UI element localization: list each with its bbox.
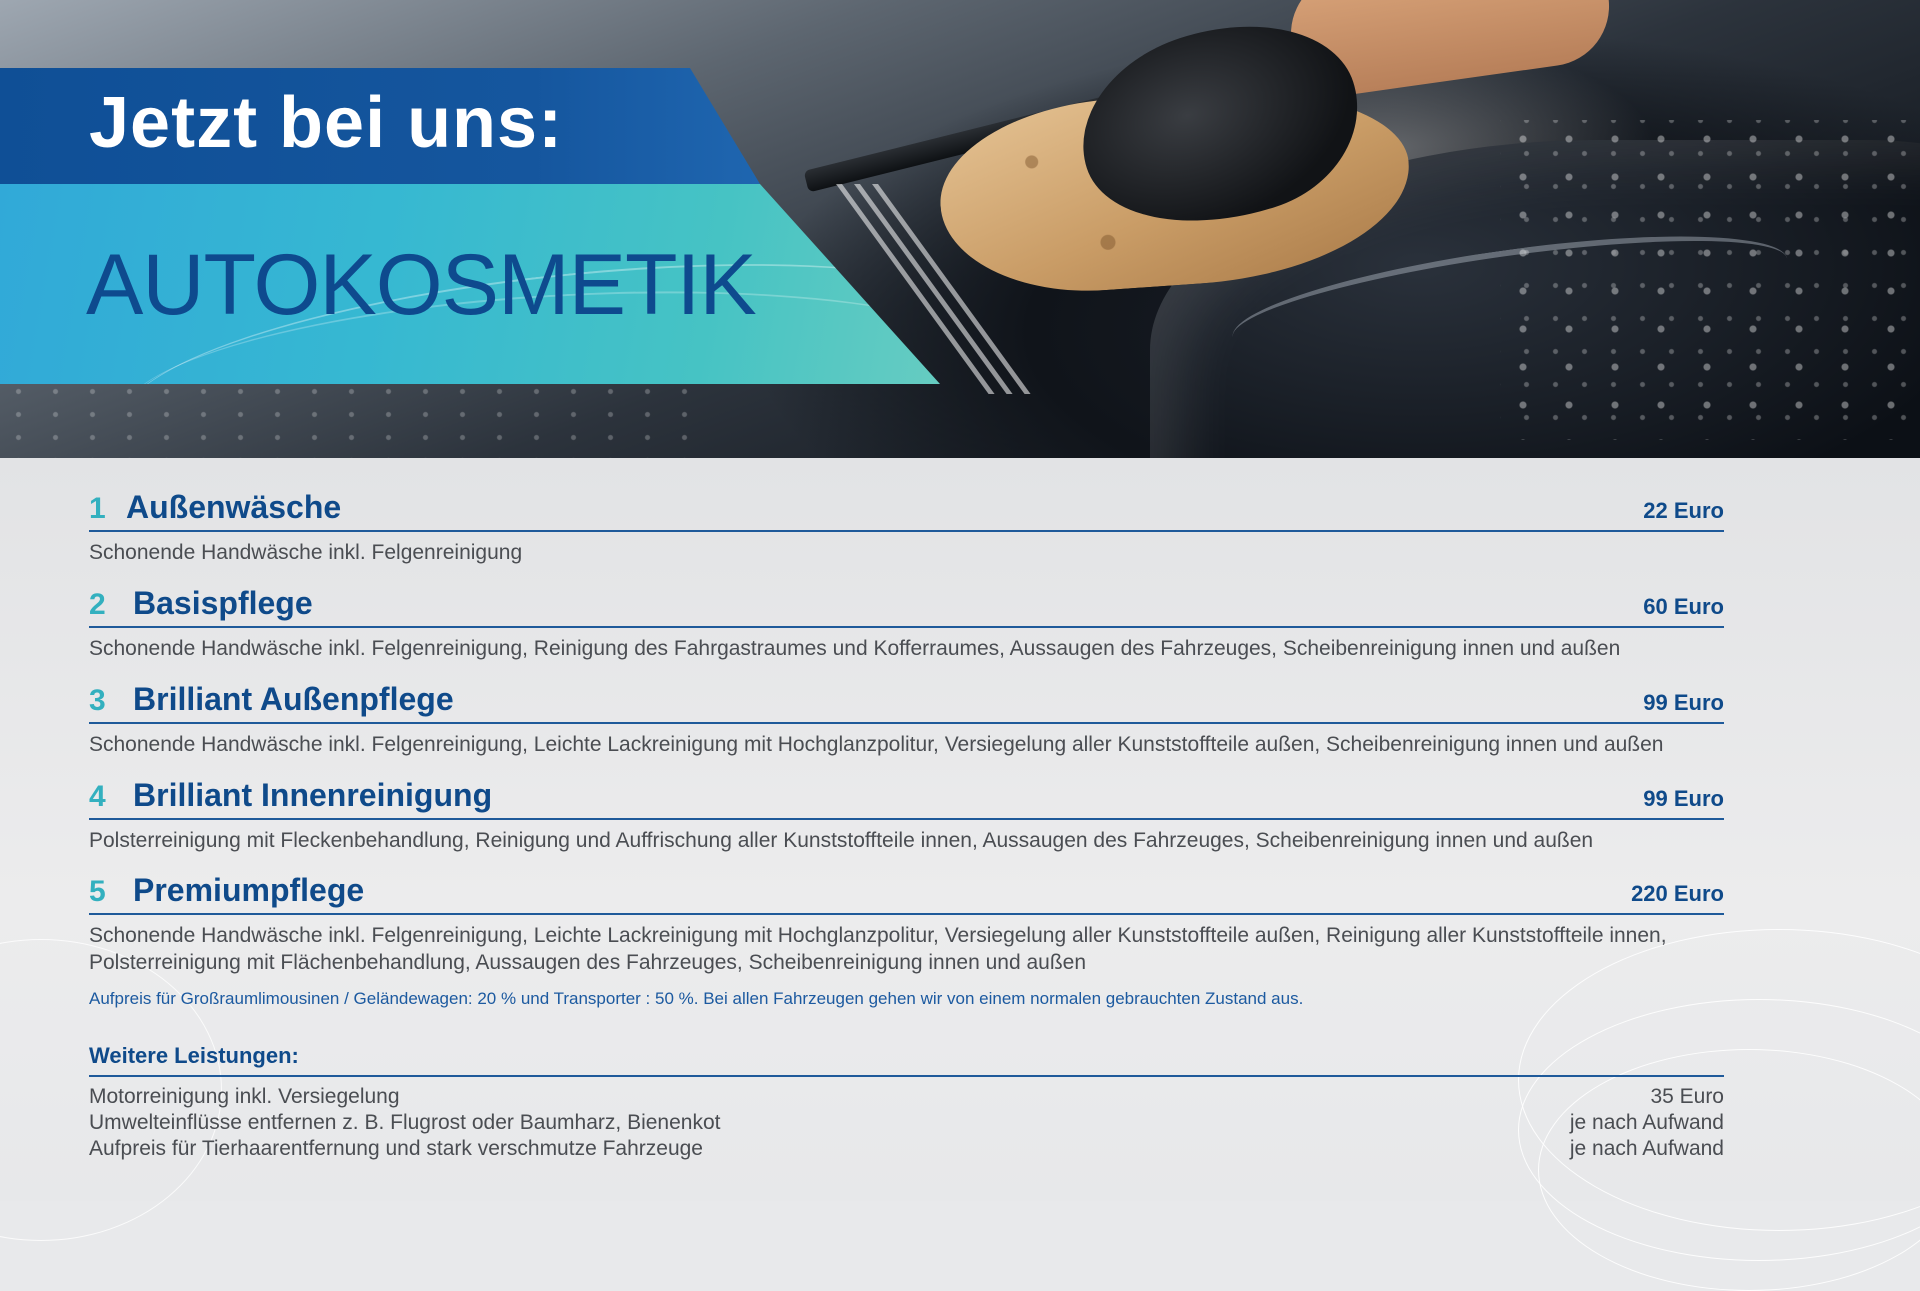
- service-title: Außenwäsche: [126, 489, 342, 525]
- service-number: 4: [89, 780, 106, 813]
- extras-title: Weitere Leistungen:: [89, 1043, 299, 1068]
- service-header: [89, 490, 1724, 532]
- service-header: [89, 586, 1724, 628]
- service-description: Schonende Handwäsche inkl. Felgenreinigung: [89, 541, 523, 564]
- water-drops-left: [0, 380, 700, 458]
- service-number: 5: [89, 875, 106, 908]
- service-price: 99 Euro: [1643, 690, 1724, 715]
- service-price: 220 Euro: [1631, 881, 1724, 906]
- extra-item: [89, 1085, 1724, 1111]
- service-price: 60 Euro: [1643, 594, 1724, 619]
- extra-label: Motorreinigung inkl. Versiegelung: [89, 1085, 400, 1108]
- service-number: 3: [89, 684, 106, 717]
- extra-price: 35 Euro: [1650, 1085, 1724, 1108]
- surcharge-note: Aufpreis für Großraumlimousinen / Geländewagen: 20 % und Transporter : 50 %. Bei allen Fahrzeugen gehen wir von einem normalen gebrauchten Zustand aus.: [89, 989, 1304, 1008]
- service-price: 22 Euro: [1643, 498, 1724, 523]
- service-title: Basispflege: [133, 585, 313, 621]
- headline: Jetzt bei uns:: [89, 83, 564, 163]
- service-number: 1: [89, 492, 106, 525]
- service-description: Schonende Handwäsche inkl. Felgenreinigung, Reinigung des Fahrgastraumes und Kofferraumes, Aussaugen des Fahrzeuges, Scheibenreinigung innen und außen: [89, 637, 1621, 660]
- extra-item: [89, 1137, 1724, 1163]
- service-price: 99 Euro: [1643, 786, 1724, 811]
- service-title: Premiumpflege: [133, 872, 365, 908]
- extra-item: [89, 1111, 1724, 1137]
- service-header: [89, 873, 1724, 915]
- service-description: Schonende Handwäsche inkl. Felgenreinigung, Leichte Lackreinigung mit Hochglanzpolitur, Versiegelung aller Kunststoffteile außen, Reinigung aller Kunststoffteile innen, Polsterreinigung mit Flächenbehandlung, Aussaugen des Fahrzeuges, Scheibenreinigung innen und außen: [89, 924, 1667, 974]
- service-description: Polsterreinigung mit Fleckenbehandlung, Reinigung und Auffrischung aller Kunststoffteile innen, Aussaugen des Fahrzeuges, Scheibenreinigung innen und außen: [89, 829, 1594, 852]
- extras-header: [89, 1037, 1724, 1077]
- extra-label: Umwelteinflüsse entfernen z. B. Flugrost oder Baumharz, Bienenkot: [89, 1111, 721, 1134]
- extra-label: Aufpreis für Tierhaarentfernung und stark verschmutze Fahrzeuge: [89, 1137, 703, 1160]
- hero-banner: [0, 0, 1920, 458]
- extra-price: je nach Aufwand: [1569, 1111, 1724, 1134]
- service-header: [89, 682, 1724, 724]
- service-number: 2: [89, 588, 106, 621]
- extra-price: je nach Aufwand: [1569, 1137, 1724, 1160]
- subheadline: AUTOKOSMETIK: [86, 237, 756, 333]
- service-description: Schonende Handwäsche inkl. Felgenreinigung, Leichte Lackreinigung mit Hochglanzpolitur, Versiegelung aller Kunststoffteile außen, Scheibenreinigung innen und außen: [89, 733, 1664, 756]
- service-header: [89, 778, 1724, 820]
- service-title: Brilliant Außenpflege: [133, 681, 454, 717]
- water-drops: [1500, 120, 1920, 440]
- service-title: Brilliant Innenreinigung: [133, 777, 493, 813]
